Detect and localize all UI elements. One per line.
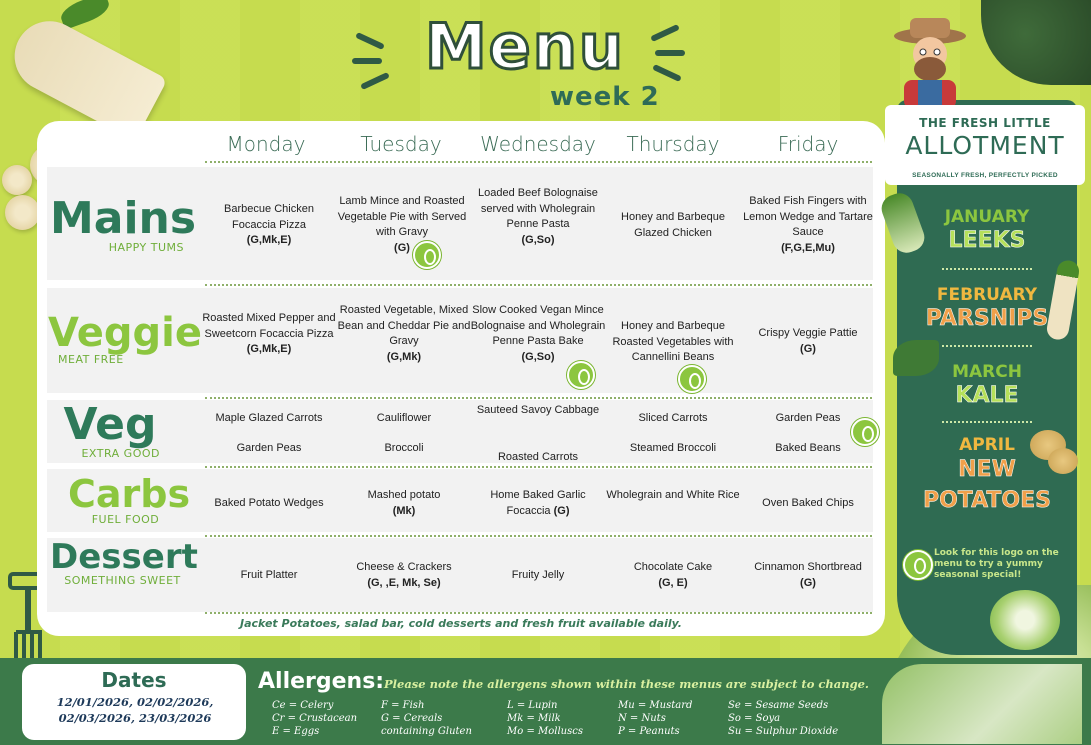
veg-kale: KALE [955,383,1019,408]
menu-item-veg-tuesday-2 [336,441,472,457]
allergen-key: L = Lupin [507,700,558,711]
row-title: Dessert [50,537,198,577]
allergen-column [728,699,838,738]
seasonal-special-icon [413,241,441,269]
divider [205,466,872,468]
dish-allergens: (G,Mk,E) [246,343,292,355]
day-header-thursday: Thursday [626,132,720,156]
dish-name: Barbecue Chicken Focaccia Pizza [224,203,314,231]
month-february: FEBRUARY [936,285,1038,305]
dish-name: Crispy Veggie Pattie [758,327,858,339]
allergen-column [381,699,472,738]
week-subtitle: week 2 [550,82,660,112]
menu-item-veg-thursday [605,411,741,427]
allergen-key: Su = Sulphur Dioxide [728,726,839,737]
day-header-friday: Friday [777,132,839,156]
menu-item-veg-tuesday [336,411,472,427]
dish-name: Cheese & Crackers [356,561,452,573]
menu-item-mains-monday [201,202,337,249]
menu-item-dessert-thursday [605,560,741,591]
row-title: Carbs [68,472,191,516]
menu-item-dessert-monday [201,568,337,584]
row-subtitle: SOMETHING SWEET [64,574,181,587]
dish-name: Mashed potato [367,489,441,501]
dish-allergens: (G) [394,241,410,254]
dish-name: Baked Fish Fingers with Lemon Wedge and Tartare Sauce [743,195,873,238]
divider [205,397,872,399]
dish-name: Garden Peas [775,412,841,424]
menu-item-carbs-monday [201,496,337,512]
seasonal-special-icon [903,550,933,580]
dates-line: 02/03/2026, 23/03/2026 [58,711,212,725]
dish-name: Baked Beans [775,442,841,454]
menu-item-veg-wednesday [470,403,606,419]
allergen-column [618,699,692,738]
month-march: MARCH [952,362,1022,382]
cabbage-image [882,664,1082,744]
dish-name: Sliced Carrots [638,412,708,424]
divider [942,268,1032,270]
brand-tagline: SEASONALLY FRESH, PERFECTLY PICKED [912,172,1058,179]
menu-item-veggie-wednesday [470,303,606,365]
row-subtitle: EXTRA GOOD [81,447,160,460]
row-label-carbs [68,472,191,526]
dish-name: Steamed Broccoli [629,442,717,454]
dish-name: Cinnamon Shortbread [754,561,862,573]
allergen-key: Se = Sesame Seeds [728,700,829,711]
menu-item-mains-friday [740,194,876,256]
divider [942,345,1032,347]
seasonal-special-icon [851,418,879,446]
dish-allergens: (G) [800,576,816,589]
row-label-mains [50,193,197,254]
dish-name: Cauliflower [376,412,432,424]
menu-item-veggie-friday [740,326,876,357]
allergen-key: E = Eggs [272,726,320,737]
dates-list [40,694,230,726]
page-title: Menu [424,10,626,83]
allergen-key: Mk = Milk [507,713,561,724]
row-title: Veggie [48,310,203,356]
seasonal-special-icon [678,365,706,393]
dish-allergens: (G, E) [658,576,688,589]
daily-availability-note: Jacket Potatoes, salad bar, cold desserts and fresh fruit available daily. [240,617,682,630]
menu-item-mains-tuesday [332,194,472,256]
allergen-key: containing Gluten [381,726,472,737]
dish-name: Garden Peas [236,442,302,454]
month-april: APRIL [959,435,1015,455]
dish-allergens: (G,So) [521,350,555,363]
dish-name: Maple Glazed Carrots [215,412,323,424]
menu-item-mains-wednesday [470,186,606,248]
day-header-wednesday: Wednesday [480,132,596,156]
dates-title: Dates [101,668,167,692]
brand-name: ALLOTMENT [905,131,1065,160]
veg-potatoes: POTATOES [922,488,1052,513]
menu-item-carbs-tuesday [336,488,472,519]
dates-line: 12/01/2026, 02/02/2026, [56,695,214,709]
allergen-key: Ce = Celery [272,700,334,711]
dish-name: Roasted Carrots [497,451,579,463]
dish-name: Slow Cooked Vegan Mince Bolognaise and Wholegrain Penne Pasta Bake [470,304,606,347]
day-header-monday: Monday [226,132,306,156]
divider [205,161,872,163]
dish-name: Home Baked Garlic Focaccia [490,489,586,517]
menu-item-veg-monday-2 [201,441,337,457]
dish-allergens: (G,So) [521,233,555,246]
dish-name: Wholegrain and White Rice [606,489,740,501]
title-dash [655,50,685,56]
dish-name: Sauteed Savoy Cabbage [476,404,600,416]
day-header-tuesday: Tuesday [360,132,442,156]
dish-name: Fruity Jelly [511,569,565,581]
seasonal-special-icon [567,361,595,389]
allergen-key: Mo = Molluscs [507,726,583,737]
row-subtitle: HAPPY TUMS [108,241,184,254]
menu-item-carbs-thursday [605,488,741,504]
menu-item-dessert-wednesday [470,568,606,584]
menu-item-veggie-thursday [605,319,741,366]
divider [205,612,872,614]
dish-name: Chocolate Cake [633,561,713,573]
menu-item-dessert-friday [740,560,876,591]
menu-item-veg-friday-2 [740,441,876,457]
row-subtitle: MEAT FREE [58,353,124,366]
dish-allergens: (G, ,E, Mk, Se) [367,576,441,589]
veg-parsnips: PARSNIPS [925,306,1049,331]
allergen-key: So = Soya [728,713,781,724]
menu-item-veg-thursday-2 [605,441,741,457]
divider [942,421,1032,423]
dish-allergens: (G,Mk) [386,350,422,363]
row-title: Veg [63,399,157,450]
allergen-key: Mu = Mustard [618,700,693,711]
allergen-column [272,699,357,738]
veg-new: NEW [958,457,1016,482]
brand-top-text: THE FRESH LITTLE [919,116,1051,130]
dish-name: Honey and Barbeque Glazed Chicken [621,211,725,239]
allergen-key: G = Cereals [381,713,443,724]
dish-allergens: (G) [800,342,816,355]
menu-item-veggie-monday [201,311,337,358]
parsnip-slice-image [2,165,32,195]
menu-item-carbs-wednesday [470,488,606,519]
allergen-key: P = Peanuts [618,726,680,737]
allergen-key: N = Nuts [618,713,666,724]
menu-item-mains-thursday [605,210,741,241]
seasonal-logo-note: Look for this logo on the menu to try a yummy seasonal special! [934,548,1059,580]
parsnip-slice-image [5,195,40,230]
allergen-key: Cr = Crustacean [272,713,358,724]
dish-allergens: (F,G,E,Mu) [781,241,835,254]
month-january: JANUARY [944,207,1030,227]
row-subtitle: FUEL FOOD [91,513,160,526]
allergen-column [507,699,583,738]
dish-name: Honey and Barbeque Roasted Vegetables with Cannellini Beans [612,320,734,363]
divider [205,284,872,286]
dish-allergens: (G,Mk,E) [246,234,292,246]
menu-item-dessert-tuesday [336,560,472,591]
dish-name: Oven Baked Chips [762,497,854,509]
allergen-key: F = Fish [381,700,425,711]
farmer-mascot-icon [890,14,970,109]
divider [205,535,872,537]
row-label-dessert [50,537,198,587]
dish-name: Fruit Platter [240,569,298,581]
row-title: Mains [50,193,197,244]
dish-name: Broccoli [384,442,424,454]
menu-item-carbs-friday [740,496,876,512]
menu-item-veg-wednesday-2 [470,450,606,466]
row-label-veg [60,399,160,460]
title-dash [352,58,382,64]
leek-slice-icon [990,590,1060,650]
dish-name: Loaded Beef Bolognaise served with Wholegrain Penne Pasta [478,187,598,230]
dish-name: Baked Potato Wedges [214,497,324,509]
dish-allergens: (G) [553,504,570,517]
row-label-veggie [48,310,203,366]
dish-allergens: (Mk) [392,504,416,517]
dish-name: Lamb Mince and Roasted Vegetable Pie with Served with Gravy [337,195,467,238]
dish-name: Roasted Mixed Pepper and Sweetcorn Focaccia Pizza [202,312,336,340]
allergens-title: Allergens: [258,669,385,694]
dish-name: Roasted Vegetable, Mixed Bean and Cheddar Pie and Gravy [337,304,471,347]
allergens-note: Please note the allergens shown within these menus are subject to change. [384,677,869,691]
menu-item-veggie-tuesday [336,303,472,365]
veg-leeks: LEEKS [948,228,1026,253]
menu-item-veg-monday [201,411,337,427]
